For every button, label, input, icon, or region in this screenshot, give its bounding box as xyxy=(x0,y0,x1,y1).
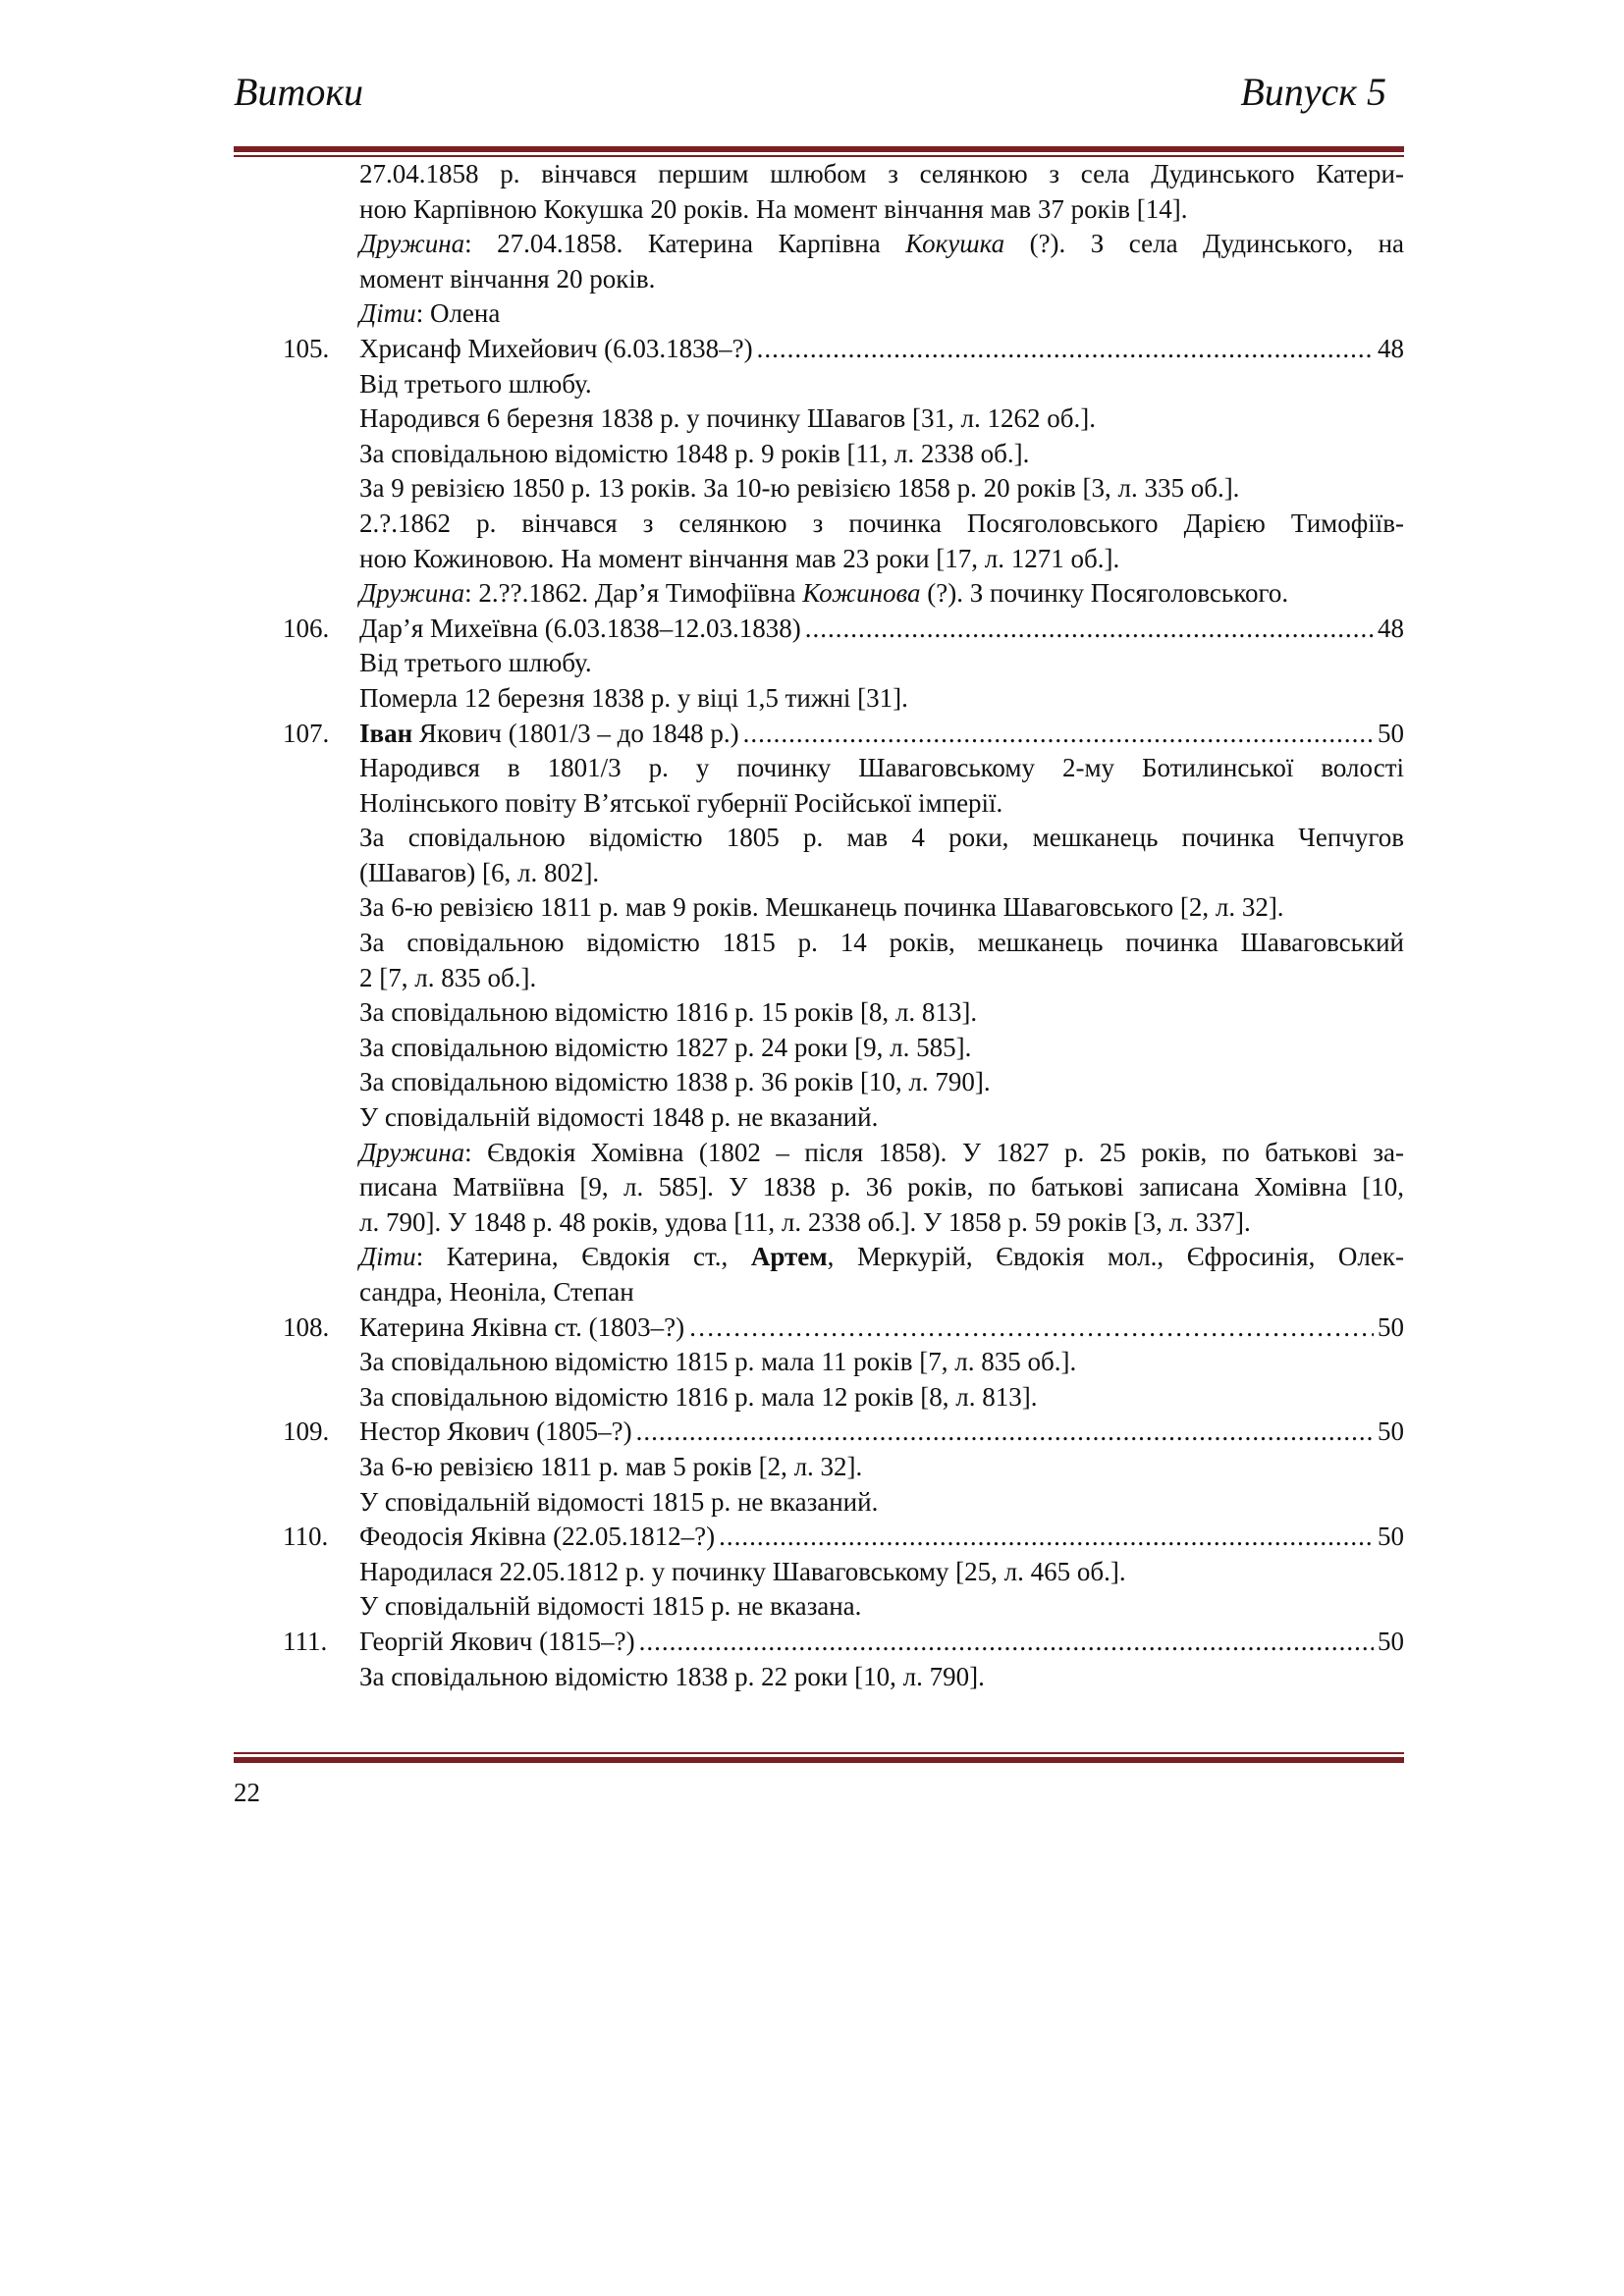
text-line: За сповідальною відомістю 1838 р. 22 роки [10, л. 790]. xyxy=(359,1661,985,1691)
dot-leader xyxy=(688,1310,1374,1346)
dot-leader xyxy=(719,1520,1374,1555)
text-line: 2 [7, л. 835 об.]. xyxy=(359,962,537,992)
entry-number: 110. xyxy=(283,1522,329,1552)
entry-number: 106. xyxy=(283,613,330,643)
dot-leader xyxy=(743,717,1374,752)
entry-title: Нестор Якович (1805–?) xyxy=(359,1416,632,1447)
entry-number: 109. xyxy=(283,1416,330,1447)
entry-title: Георгій Якович (1815–?) xyxy=(359,1626,635,1656)
dot-leader xyxy=(636,1415,1374,1450)
text-line: Діти: Катерина, Євдокія ст., Артем, Меркурій, Євдокія мол., Єфросинія, Олек- xyxy=(359,1242,1404,1272)
entry-number: 108. xyxy=(283,1311,330,1342)
text-line: Народилася 22.05.1812 р. у починку Шаваговському [25, л. 465 об.]. xyxy=(359,1556,1126,1586)
entry-title: Іван Якович (1801/3 – до 1848 р.) xyxy=(359,718,739,748)
text-line: писана Матвіївна [9, л. 585]. У 1838 р. 36 років, по батькові записана Хомівна [10, xyxy=(359,1172,1404,1202)
entry-heading xyxy=(234,612,1404,647)
entry-number: 107. xyxy=(283,718,330,748)
entry-page-ref: 50 xyxy=(1378,718,1404,748)
entry-title: Феодосія Яківна (22.05.1812–?) xyxy=(359,1522,716,1552)
text-line: За сповідальною відомістю 1816 р. 15 років [8, л. 813]. xyxy=(359,997,978,1028)
entry-heading xyxy=(234,332,1404,367)
text-line: За сповідальною відомістю 1827 р. 24 роки [9, л. 585]. xyxy=(359,1032,972,1062)
text-line: За сповідальною відомістю 1805 р. мав 4 роки, мешканець починка Чепчугов xyxy=(359,823,1404,853)
text-line: Дружина: Євдокія Хомівна (1802 – після 1858). У 1827 р. 25 років, по батькові за- xyxy=(359,1137,1404,1167)
text-line: Дружина: 2.??.1862. Дар’я Тимофіївна Кожинова (?). З починку Посяголовського. xyxy=(359,578,1289,609)
text-line: момент вінчання 20 років. xyxy=(359,263,656,294)
text-line: За 6-ю ревізією 1811 р. мав 9 років. Мешканець починка Шаваговського [2, л. 32]. xyxy=(359,892,1284,923)
text-line: За сповідальною відомістю 1838 р. 36 років [10, л. 790]. xyxy=(359,1067,991,1097)
text-line: Діти: Олена xyxy=(359,298,501,329)
text-line: сандра, Неоніла, Степан xyxy=(359,1277,634,1307)
entry-page-ref: 50 xyxy=(1378,1311,1404,1342)
text-line: У сповідальній відомості 1848 р. не вказаний. xyxy=(359,1102,879,1133)
text-line: Дружина: 27.04.1858. Катерина Карпівна Кокушка (?). З села Дудинського, на xyxy=(359,229,1405,259)
entry-page-ref: 50 xyxy=(1378,1626,1404,1656)
page-body xyxy=(234,157,1404,1694)
text-line: За 6-ю ревізією 1811 р. мав 5 років [2, л. 32]. xyxy=(359,1451,863,1481)
text-line: Від третього шлюбу. xyxy=(359,648,592,678)
running-header-issue: Випуск 5 xyxy=(1240,70,1386,114)
text-line: ною Карпівною Кокушка 20 років. На момент вінчання мав 37 років [14]. xyxy=(359,193,1188,224)
text-line: За сповідальною відомістю 1815 р. мала 11 років [7, л. 835 об.]. xyxy=(359,1347,1077,1377)
entry-title: Катерина Яківна ст. (1803–?) xyxy=(359,1311,685,1342)
running-header-title: Витоки xyxy=(234,70,364,114)
entry-title: Дар’я Михеївна (6.03.1838–12.03.1838) xyxy=(359,613,801,643)
text-line: У сповідальній відомості 1815 р. не вказаний. xyxy=(359,1486,879,1517)
entry-heading xyxy=(234,717,1404,752)
footer-rule xyxy=(234,1752,1404,1763)
entry-page-ref: 50 xyxy=(1378,1522,1404,1552)
entry-heading xyxy=(234,1415,1404,1450)
entry-heading xyxy=(234,1310,1404,1346)
text-line: За сповідальною відомістю 1848 р. 9 років [11, л. 2338 об.]. xyxy=(359,438,1030,468)
text-line: Померла 12 березня 1838 р. у віці 1,5 тижні [31]. xyxy=(359,682,908,713)
text-line: л. 790]. У 1848 р. 48 років, удова [11, л. 2338 об.]. У 1858 р. 59 років [3, л. 337]. xyxy=(359,1206,1251,1237)
text-line: Нолінського повіту В’ятської губернії Російської імперії. xyxy=(359,787,1003,818)
entry-title: Хрисанф Михейович (6.03.1838–?) xyxy=(359,333,753,363)
dot-leader xyxy=(757,332,1374,367)
entry-heading xyxy=(234,1625,1404,1660)
text-line: За 9 ревізією 1850 р. 13 років. За 10-ю ревізією 1858 р. 20 років [3, л. 335 об.]. xyxy=(359,473,1240,504)
header-rule xyxy=(234,146,1404,157)
entry-page-ref: 50 xyxy=(1378,1416,1404,1447)
text-line: 27.04.1858 р. вінчався першим шлюбом з селянкою з села Дудинського Катери- xyxy=(359,159,1404,188)
text-line: ною Кожиновою. На момент вінчання мав 23 роки [17, л. 1271 об.]. xyxy=(359,543,1120,573)
entry-heading xyxy=(234,1520,1404,1555)
text-line: За сповідальною відомістю 1815 р. 14 років, мешканець починка Шаваговський xyxy=(359,928,1404,958)
text-line: 2.?.1862 р. вінчався з селянкою з починка Посяголовського Дарією Тимофіїв- xyxy=(359,507,1404,538)
text-line: У сповідальній відомості 1815 р. не вказана. xyxy=(359,1591,862,1622)
text-line: Від третього шлюбу. xyxy=(359,368,592,399)
text-line: Народився в 1801/3 р. у починку Шаваговському 2-му Ботилинської волості xyxy=(359,753,1404,783)
entry-page-ref: 48 xyxy=(1378,613,1404,643)
text-line: За сповідальною відомістю 1816 р. мала 12 років [8, л. 813]. xyxy=(359,1381,1038,1412)
page-number: 22 xyxy=(234,1778,260,1807)
dot-leader xyxy=(805,612,1374,647)
text-line: Народився 6 березня 1838 р. у починку Шавагов [31, л. 1262 об.]. xyxy=(359,403,1097,434)
entry-number: 105. xyxy=(283,333,330,363)
dot-leader xyxy=(639,1625,1374,1660)
entry-number: 111. xyxy=(283,1626,328,1656)
entry-page-ref: 48 xyxy=(1378,333,1404,363)
text-line: (Шавагов) [6, л. 802]. xyxy=(359,857,600,887)
